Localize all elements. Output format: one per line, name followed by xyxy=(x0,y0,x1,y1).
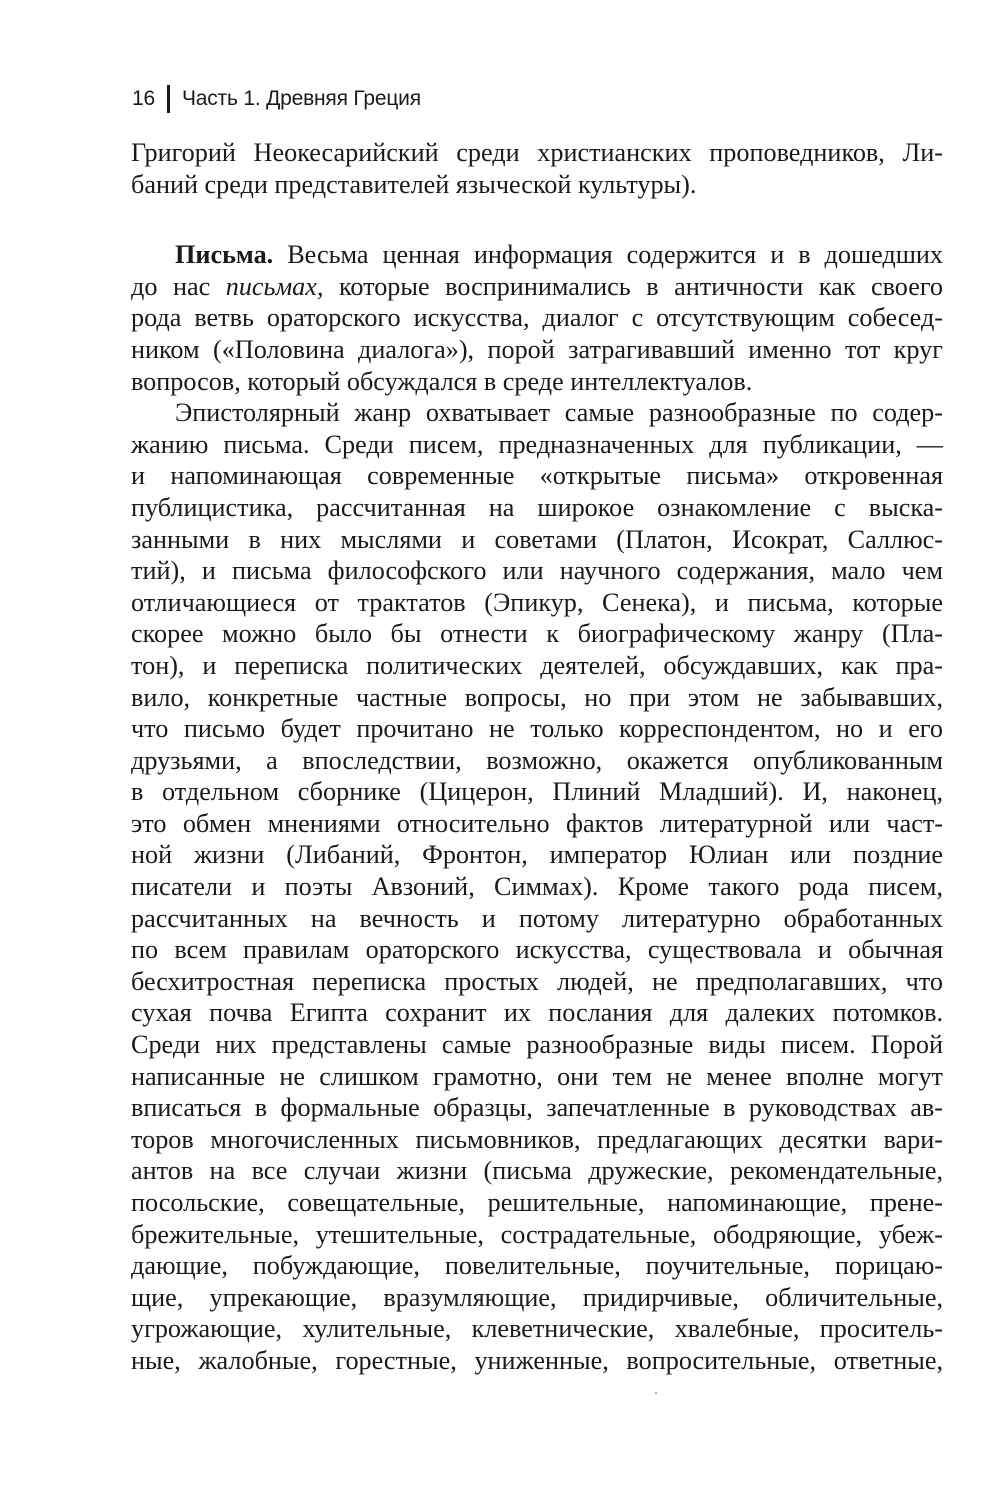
body-text xyxy=(131,137,943,1377)
text-line: ной жизни (Либаний, Фронтон, император Юлиан или поздние xyxy=(131,840,943,870)
text-line: написанные не слишком грамотно, они тем не менее вполне могут xyxy=(131,1061,943,1091)
text-fragment: Весьма ценная информация содержится и в дошедших xyxy=(273,240,943,270)
text-line: друзьями, а впоследствии, возможно, окажется опубликованным xyxy=(131,745,943,775)
text-line: дающие, побуждающие, повелительные, поучительные, порицаю- xyxy=(131,1251,943,1281)
text-line: писатели и поэты Авзоний, Симмах). Кроме такого рода писем, xyxy=(131,872,943,902)
text-line: Среди них представлены самые разнообразные виды писем. Порой xyxy=(131,1030,943,1060)
paragraph-2 xyxy=(131,239,943,397)
text-line: Григорий Неокесарийский среди христианских проповедников, Ли- xyxy=(131,138,943,167)
text-line: Эпистолярный жанр охватывает самые разнообразные по содер- xyxy=(175,398,943,428)
text-line: тон), и переписка политических деятелей, обсуждавших, как пра- xyxy=(131,650,943,680)
section-title: Часть 1. Древняя Греция xyxy=(181,87,421,110)
text-line: брежительные, утешительные, сострадательные, ободряющие, убеж- xyxy=(131,1219,943,1249)
text-line: сухая почва Египта сохранит их послания для далеких потомков. xyxy=(131,998,943,1028)
text-line: это обмен мнениями относительно фактов литературной или част- xyxy=(131,808,943,838)
text-line xyxy=(131,239,943,271)
paragraph-3 xyxy=(131,397,943,1376)
page-number: 16 xyxy=(132,87,155,110)
text-line: что письмо будет прочитано не только корреспондентом, но и его xyxy=(131,714,943,744)
text-line: жанию письма. Среди писем, предназначенных для публикации, — xyxy=(131,429,943,459)
text-line xyxy=(131,271,943,303)
header-separator xyxy=(167,85,170,113)
text-line: посольские, совещательные, решительные, напоминающие, прене- xyxy=(131,1188,943,1217)
text-line: ные, жалобные, горестные, униженные, вопросительные, ответные, xyxy=(131,1345,943,1375)
text-line: вило, конкретные частные вопросы, но при этом не забывавших, xyxy=(131,682,943,712)
text-line: бесхитростная переписка простых людей, не предполагавших, что xyxy=(131,966,943,996)
text-line: скорее можно было бы отнести к биографическому жанру (Пла- xyxy=(131,619,943,649)
paragraph-1 xyxy=(131,137,943,200)
text-line: в отдельном сборнике (Цицерон, Плиний Младший). И, наконец, xyxy=(131,777,943,807)
text-line: баний среди представителей языческой культуры). xyxy=(131,169,697,199)
section-heading-letters: Письма. xyxy=(175,240,274,270)
running-head xyxy=(132,82,421,116)
print-speck xyxy=(655,1392,657,1394)
text-line: рассчитанных на вечность и потому литературно обработанных xyxy=(131,903,943,933)
text-line: щие, упрекающие, вразумляющие, придирчивые, обличительные, xyxy=(131,1282,943,1312)
text-line: торов многочисленных письмовников, предлагающих десятки вари- xyxy=(131,1124,943,1154)
text-line: вписаться в формальные образцы, запечатленные в руководствах ав- xyxy=(131,1093,943,1123)
text-line: публицистика, рассчитанная на широкое ознакомление с выска- xyxy=(131,492,943,522)
text-fragment: которые воспринимались в античности как своего xyxy=(323,271,944,301)
paragraph-gap xyxy=(131,200,943,239)
text-line: занными в них мыслями и советами (Платон, Исократ, Саллюс- xyxy=(131,524,943,554)
text-line: отличающиеся от трактатов (Эпикур, Сенека), и письма, которые xyxy=(131,587,943,617)
text-line: тий), и письма философского или научного содержания, мало чем xyxy=(131,556,943,586)
text-line: по всем правилам ораторского искусства, существовала и обычная xyxy=(131,935,943,965)
text-line: рода ветвь ораторского искусства, диалог с отсутствующим собесед- xyxy=(131,303,943,333)
text-fragment: до нас xyxy=(131,271,226,301)
text-line: угрожающие, хулительные, клеветнические, хвалебные, проситель- xyxy=(131,1314,943,1344)
text-line: вопросов, который обсуждался в среде интеллектуалов. xyxy=(131,366,753,396)
text-line: и напоминающая современные «открытые письма» откровенная xyxy=(131,461,943,491)
emphasis-letters: письмах, xyxy=(225,271,324,301)
text-line: антов на все случаи жизни (письма дружеские, рекомендательные, xyxy=(131,1156,943,1186)
text-line: ником («Половина диалога»), порой затрагивавший именно тот круг xyxy=(131,334,943,364)
